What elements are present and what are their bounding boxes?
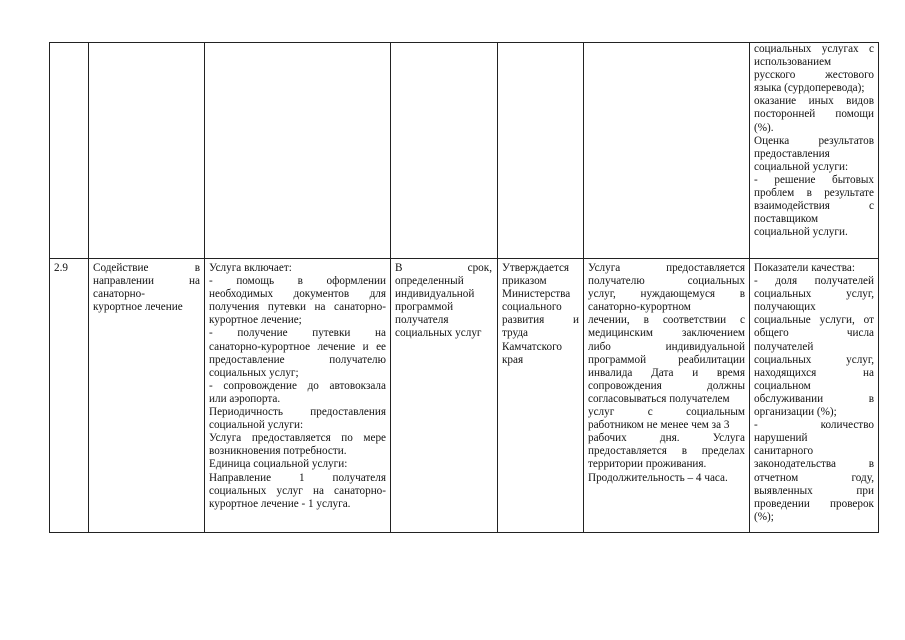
cell-line: социальной услуги.: [754, 226, 848, 239]
col-border-7: [878, 42, 879, 533]
cell-line: социальной услуги:: [209, 419, 304, 432]
row-number-cell: [54, 262, 86, 275]
cell-line: взаимодействия с: [754, 200, 874, 213]
prev-row-indicators-cell: [754, 43, 874, 239]
col-border-1: [88, 42, 89, 533]
cell-line: инвалида Дата и время: [588, 366, 745, 379]
cell-line: получателю социальных: [588, 275, 745, 288]
col-border-4: [497, 42, 498, 533]
cell-line: Периодичность предоставления: [209, 406, 386, 419]
cell-line: социальных услуг,: [754, 353, 874, 366]
col-border-6: [749, 42, 750, 533]
cell-line: санаторно-: [93, 288, 145, 301]
cell-line: получателей: [754, 340, 814, 353]
cell-line: Направление 1 получателя: [209, 471, 386, 484]
cell-line: социальном: [754, 379, 811, 392]
cell-line: (%).: [754, 121, 774, 134]
cell-line: направлении на: [93, 275, 200, 288]
cell-line: медицинским заключением: [588, 327, 745, 340]
cell-line: лечении, в соответствии с: [588, 314, 745, 327]
cell-line: - решение бытовых: [754, 173, 874, 186]
cell-line: курортное лечение;: [209, 314, 302, 327]
cell-line: Содействие в: [93, 262, 200, 274]
cell-line: Показатели качества:: [754, 262, 855, 274]
cell-line: программой реабилитации: [588, 353, 745, 366]
cell-line: рабочих дня. Услуга: [588, 432, 745, 445]
cell-line: социальных услугах с: [754, 43, 874, 55]
cell-line: нарушений: [754, 432, 808, 445]
cell-line: социальных услуг,: [754, 288, 874, 301]
row-number: 2.9: [54, 262, 68, 274]
cell-line: предоставляется в пределах: [588, 445, 745, 458]
term-cell: [395, 262, 492, 341]
cell-line: услуг, нуждающемуся в: [588, 288, 745, 301]
cell-line: или аэропорта.: [209, 392, 281, 405]
cell-line: Единица социальной услуги:: [209, 458, 348, 471]
cell-line: - помощь в оформлении: [209, 275, 386, 288]
cell-line: Услуга предоставляется: [588, 262, 745, 274]
cell-line: - количество: [754, 419, 874, 432]
cell-line: либо индивидуальной: [588, 340, 745, 353]
cell-line: находящихся на: [754, 366, 874, 379]
col-border-3: [390, 42, 391, 533]
row-divider: [49, 258, 879, 259]
cell-line: Услуга включает:: [209, 262, 292, 274]
indicators-cell: [754, 262, 874, 524]
cell-line: получающих: [754, 301, 816, 314]
cell-line: необходимых документов для: [209, 288, 386, 301]
cell-line: санаторно-курортное лечение и ее: [209, 340, 386, 353]
table-border-bottom: [49, 532, 879, 533]
cell-line: выявленных при: [754, 484, 874, 497]
col-border-5: [583, 42, 584, 533]
cell-line: (%);: [754, 510, 774, 523]
cell-line: предоставления: [754, 147, 830, 160]
cell-line: края: [502, 353, 524, 366]
cell-line: развития и: [502, 314, 579, 327]
cell-line: Продолжительность – 4 часа.: [588, 471, 728, 484]
cell-line: проведении проверок: [754, 497, 874, 510]
cell-line: обслуживании в: [754, 392, 874, 405]
cell-line: социальных услуг: [395, 327, 482, 340]
cell-line: поставщиком: [754, 213, 819, 226]
tariff-cell: [502, 262, 579, 367]
cell-line: отчетном году,: [754, 471, 874, 484]
service-description-cell: [209, 262, 386, 511]
cell-line: предоставление получателю: [209, 353, 386, 366]
cell-line: Утверждается: [502, 262, 570, 274]
cell-line: организации (%);: [754, 406, 837, 419]
service-name-cell: [93, 262, 200, 314]
cell-line: согласовываться получателем: [588, 392, 730, 405]
cell-line: территории проживания.: [588, 458, 707, 471]
cell-line: проблем в результате: [754, 187, 874, 200]
cell-line: определенный: [395, 275, 464, 288]
cell-line: социальных услуг;: [209, 366, 299, 379]
cell-line: работником не менее чем за 3: [588, 419, 730, 432]
cell-line: индивидуальной: [395, 288, 475, 301]
cell-line: Оценка результатов: [754, 134, 874, 147]
cell-line: услуг с социальным: [588, 406, 745, 419]
cell-line: языка (сурдоперевода);: [754, 82, 865, 95]
cell-line: общего числа: [754, 327, 874, 340]
col-border-2: [204, 42, 205, 533]
cell-line: социальные услуги, от: [754, 314, 874, 327]
cell-line: Услуга предоставляется по мере: [209, 432, 386, 445]
cell-line: курортное лечение - 1 услуга.: [209, 497, 351, 510]
cell-line: использованием: [754, 56, 832, 69]
conditions-cell: [588, 262, 745, 485]
cell-line: приказом: [502, 275, 547, 288]
cell-line: законодательства в: [754, 458, 874, 471]
cell-line: санаторно-курортном: [588, 301, 691, 314]
cell-line: оказание иных видов: [754, 95, 874, 108]
cell-line: труда: [502, 327, 529, 340]
cell-line: - сопровождение до автовокзала: [209, 379, 386, 392]
cell-line: - доля получателей: [754, 275, 874, 288]
cell-line: социальных услуг на санаторно-: [209, 484, 386, 497]
cell-line: - получение путевки на: [209, 327, 386, 340]
cell-line: возникновения потребности.: [209, 445, 347, 458]
cell-line: Камчатского: [502, 340, 563, 353]
cell-line: социальной услуги:: [754, 160, 849, 173]
col-border-0: [49, 42, 50, 533]
cell-line: В срок,: [395, 262, 492, 274]
cell-line: посторонней помощи: [754, 108, 874, 121]
cell-line: получателя: [395, 314, 449, 327]
cell-line: сопровождения должны: [588, 379, 745, 392]
cell-line: курортное лечение: [93, 301, 183, 314]
cell-line: получения путевки на санаторно-: [209, 301, 386, 314]
cell-line: социального: [502, 301, 562, 314]
cell-line: русского жестового: [754, 69, 874, 82]
cell-line: программой: [395, 301, 454, 314]
cell-line: санитарного: [754, 445, 814, 458]
cell-line: Министерства: [502, 288, 571, 301]
